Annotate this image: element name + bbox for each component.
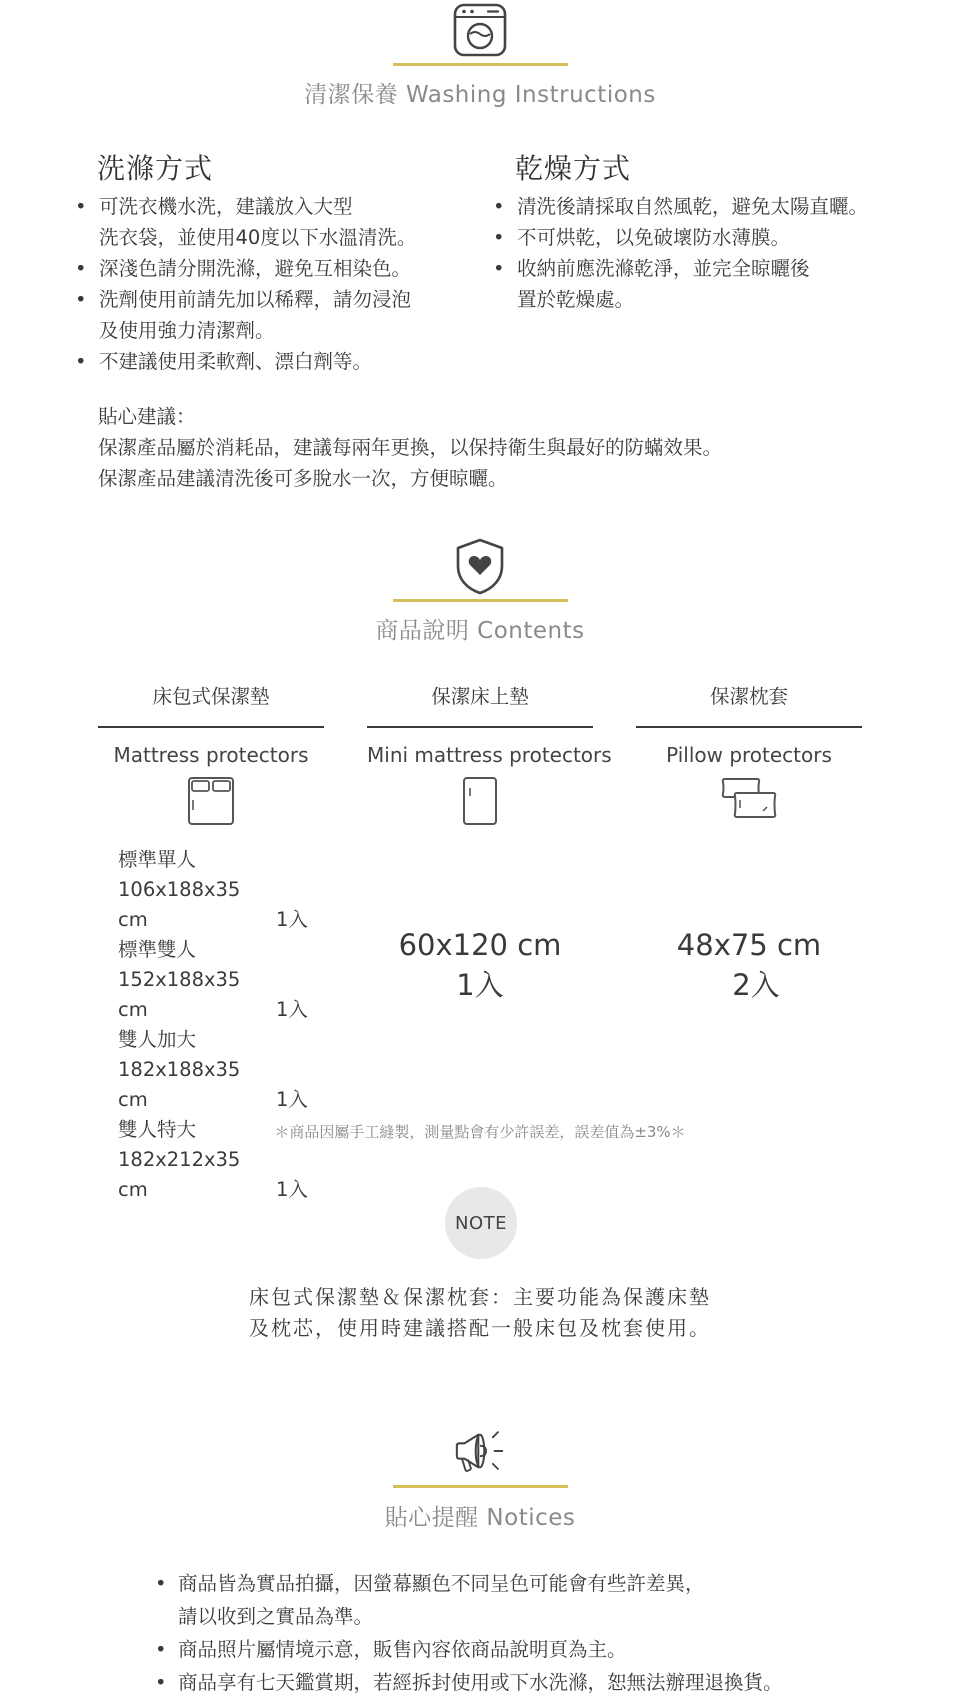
size-row <box>118 935 308 1025</box>
megaphone-icon <box>450 1421 510 1481</box>
mattress-size-list <box>118 845 308 1205</box>
size-name: 標準單人 <box>118 848 197 871</box>
size-quantity: 1入 <box>276 1088 308 1111</box>
product-name-zh: 保潔床上墊 <box>431 685 529 708</box>
section-divider <box>393 599 568 602</box>
size-row <box>118 1025 308 1115</box>
product-column-mattress <box>98 682 324 770</box>
wash-method-list <box>81 191 481 377</box>
list-item: • 清洗後請採取自然風乾，避免太陽直曬。 <box>499 191 919 222</box>
list-item: • 不可烘乾，以免破壞防水薄膜。 <box>499 222 919 253</box>
product-rule <box>367 726 593 728</box>
list-item: • 不建議使用柔軟劑、漂白劑等。 <box>81 346 481 377</box>
list-item: • 商品享有七天鑑賞期，若經拆封使用或下水洗滌，恕無法辦理退換貨。 <box>165 1666 925 1699</box>
note-line: 及枕芯，使用時建議搭配一般床包及枕套使用。 <box>249 1316 711 1340</box>
size-quantity: 1入 <box>276 1178 308 1201</box>
note-line: 床包式保潔墊＆保潔枕套：主要功能為保護床墊 <box>249 1285 711 1309</box>
shield-heart-icon <box>450 536 510 596</box>
pillow-dimensions: 48x75 cm <box>676 928 822 962</box>
list-item: • 商品照片屬情境示意，販售內容依商品說明頁為主。 <box>165 1633 925 1666</box>
notices-list <box>165 1567 925 1699</box>
product-name-zh: 保潔枕套 <box>709 685 788 708</box>
tips-line: 保潔產品建議清洗後可多脫水一次，方便晾曬。 <box>98 467 508 490</box>
size-name: 標準雙人 <box>118 938 197 961</box>
section-title-notices: 貼心提醒 Notices <box>384 1505 576 1531</box>
dry-method-heading: 乾燥方式 <box>515 152 632 185</box>
product-rule <box>636 726 862 728</box>
product-name-zh: 床包式保潔墊 <box>152 685 270 708</box>
mini-mattress-icon <box>462 776 498 830</box>
size-name: 雙人加大 <box>118 1028 197 1051</box>
list-item: • 收納前應洗滌乾淨，並完全晾曬後 置於乾燥處。 <box>499 253 919 315</box>
note-badge: NOTE <box>445 1187 517 1259</box>
size-row <box>118 845 308 935</box>
section-divider <box>393 1485 568 1488</box>
size-dimensions: 182x212x35 cm <box>118 1148 241 1201</box>
dry-method-list <box>499 191 919 315</box>
section-title-contents: 商品說明 Contents <box>375 618 585 644</box>
care-tips <box>98 401 722 494</box>
product-name-en: Mini mattress protectors <box>367 743 612 767</box>
note-body <box>0 1282 960 1344</box>
tips-line: 保潔產品屬於消耗品，建議每兩年更換，以保持衛生與最好的防蟎效果。 <box>98 436 723 459</box>
tips-label: 貼心建議： <box>98 405 196 428</box>
mattress-icon <box>187 776 235 830</box>
list-item: • 商品皆為實品拍攝，因螢幕顯色不同呈色可能會有些許差異， 請以收到之實品為準。 <box>165 1567 925 1633</box>
mini-quantity: 1入 <box>456 968 504 1002</box>
size-name: 雙人特大 <box>118 1118 197 1141</box>
list-item: • 可洗衣機水洗，建議放入大型 洗衣袋，並使用40度以下水溫清洗。 <box>81 191 481 253</box>
pillow-quantity: 2入 <box>732 968 780 1002</box>
washing-machine-icon <box>450 0 510 60</box>
wash-method-heading: 洗滌方式 <box>97 152 214 185</box>
list-item: • 深淺色請分開洗滌，避免互相染色。 <box>81 253 481 284</box>
mini-dimensions: 60x120 cm <box>398 928 562 962</box>
size-dimensions: 106x188x35 cm <box>118 878 241 931</box>
section-title-washing: 清潔保養 Washing Instructions <box>304 82 656 108</box>
mini-size-block <box>367 925 593 1005</box>
product-rule <box>98 726 324 728</box>
size-quantity: 1入 <box>276 998 308 1021</box>
size-quantity: 1入 <box>276 908 308 931</box>
section-divider <box>393 63 568 66</box>
size-dimensions: 182x188x35 cm <box>118 1058 241 1111</box>
product-column-pillow <box>636 682 862 770</box>
product-name-en: Mattress protectors <box>113 743 309 767</box>
size-dimensions: 152x188x35 cm <box>118 968 241 1021</box>
product-column-mini <box>367 682 612 770</box>
pillow-icon <box>719 776 779 828</box>
pillow-size-block <box>636 925 862 1005</box>
tolerance-note: ＊商品因屬手工縫製，測量點會有少許誤差，誤差值為±3%＊ <box>274 1123 686 1141</box>
product-name-en: Pillow protectors <box>666 743 832 767</box>
list-item: • 洗劑使用前請先加以稀釋，請勿浸泡 及使用強力清潔劑。 <box>81 284 481 346</box>
